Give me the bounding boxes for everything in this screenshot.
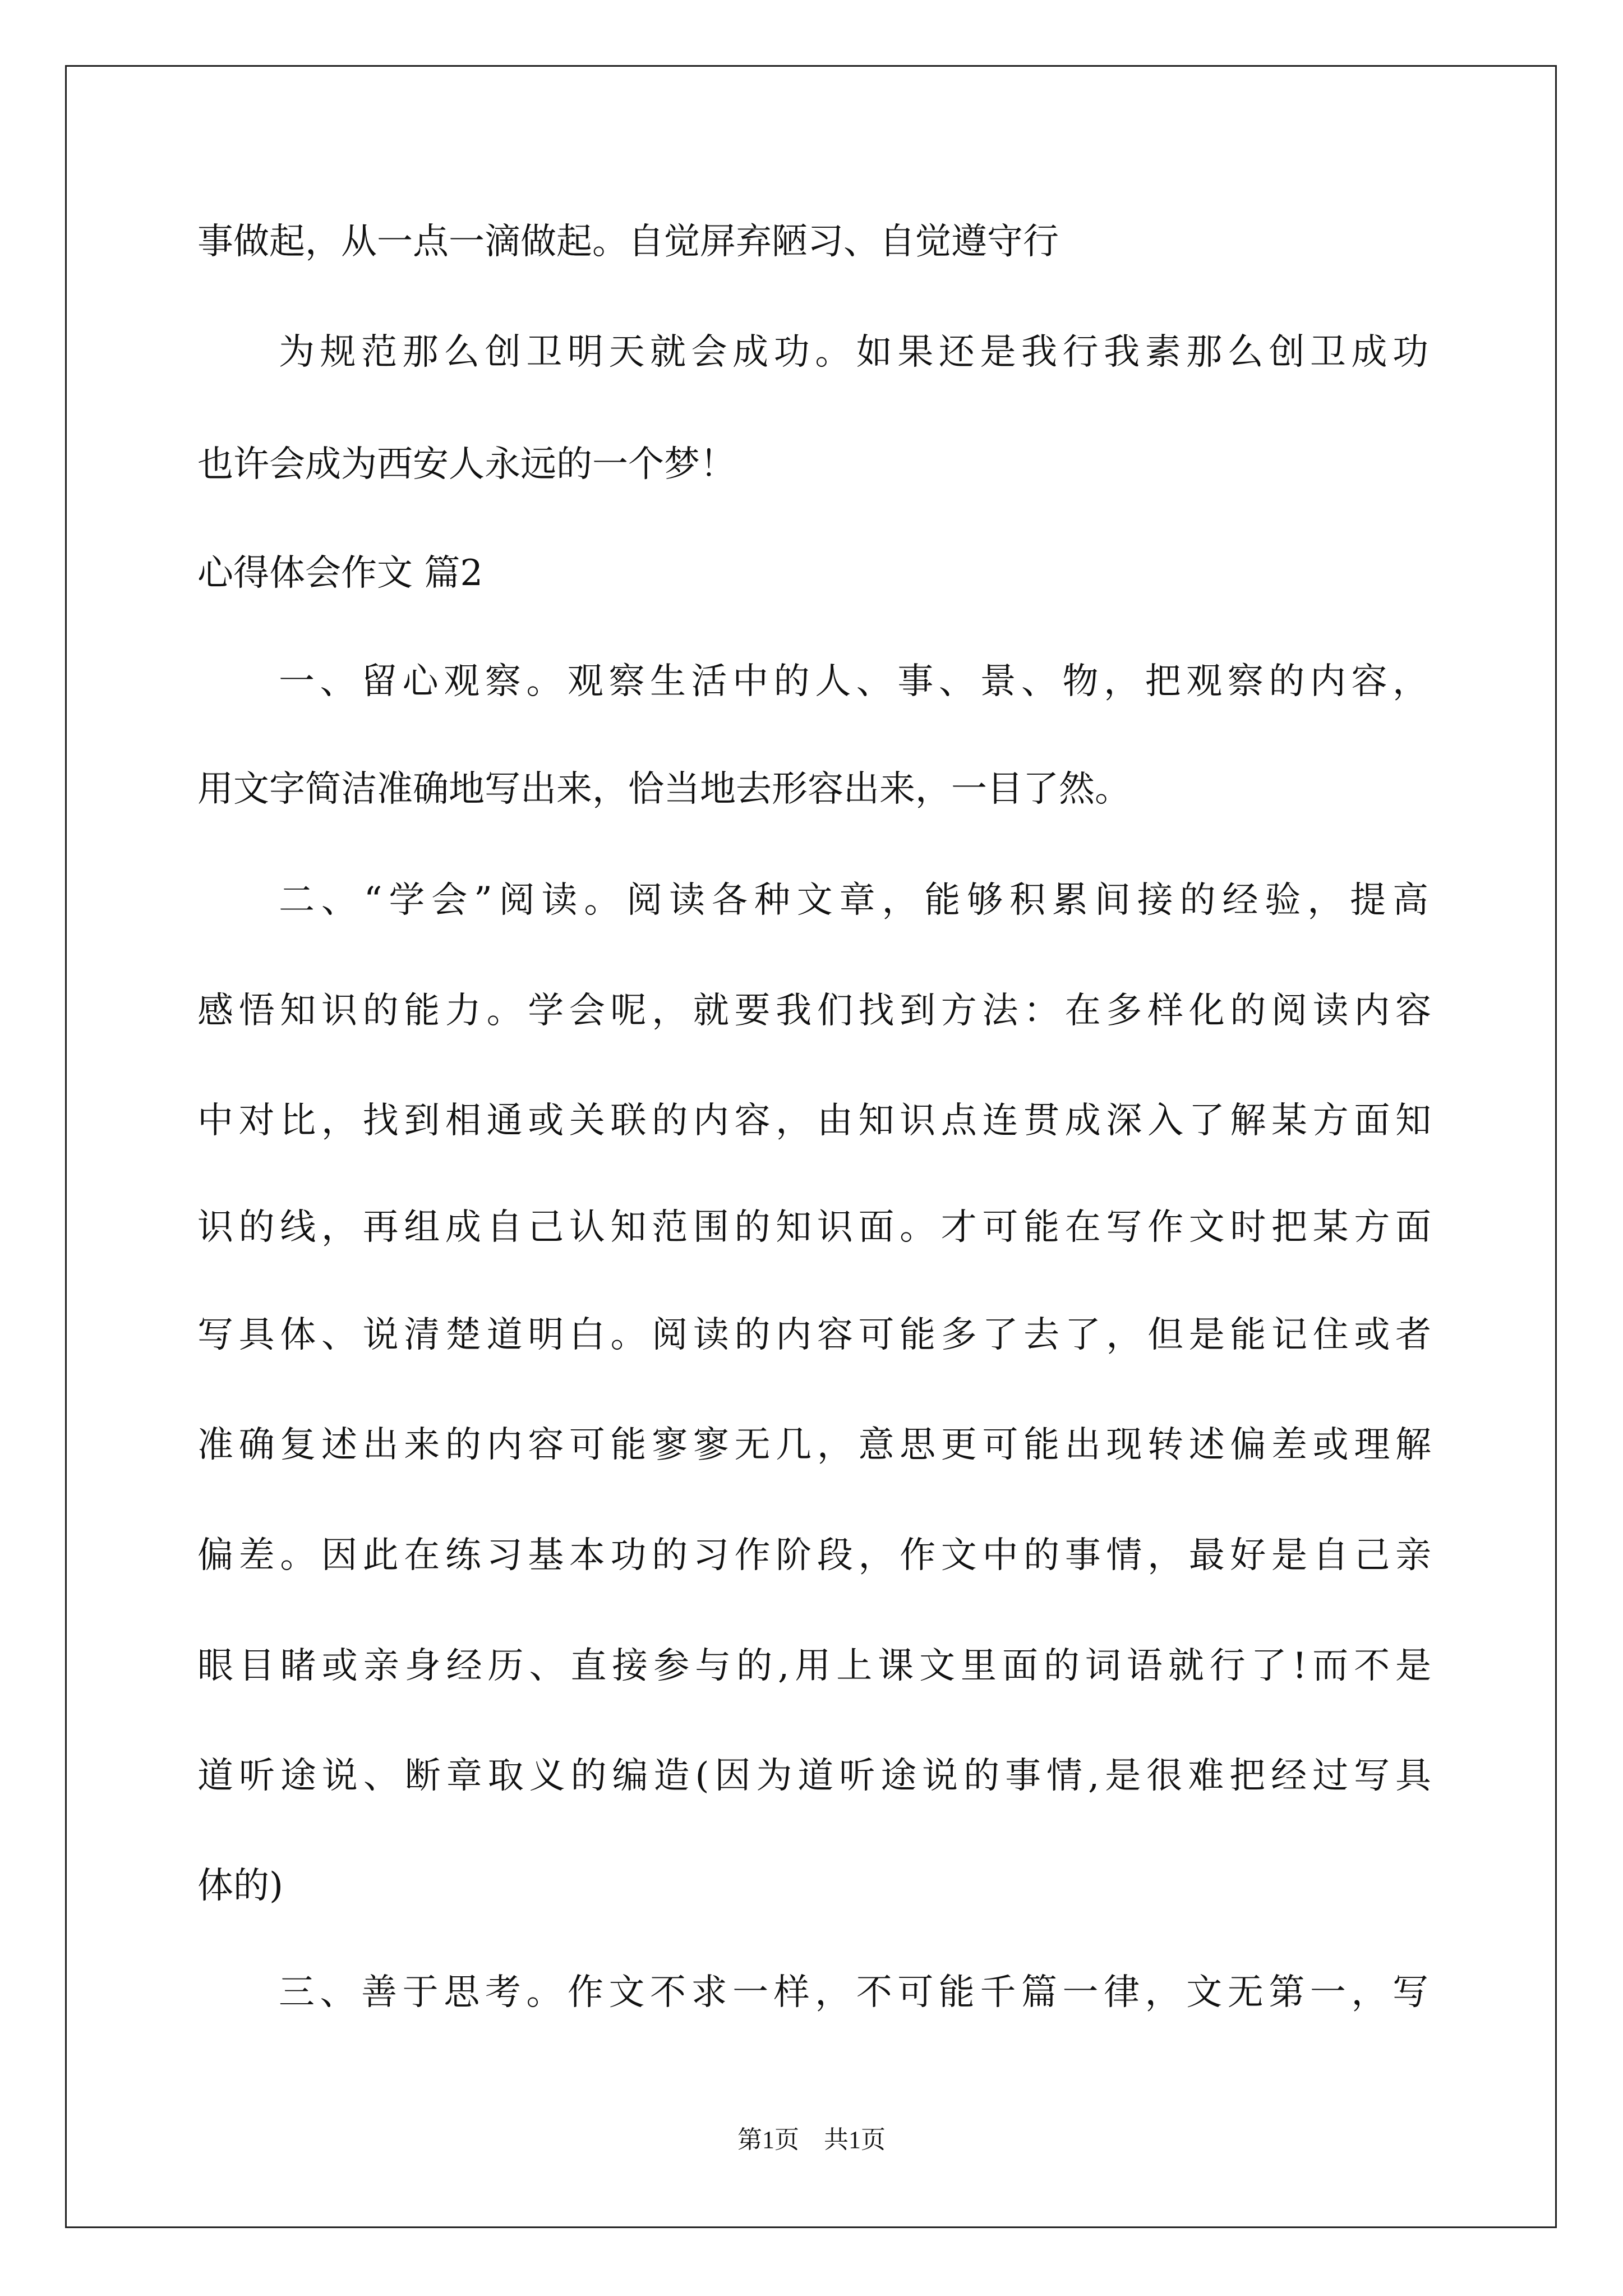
page-border xyxy=(65,65,1557,2228)
text-line-13: 偏差。因此在练习基本功的习作阶段，作文中的事情，最好是自己亲 xyxy=(197,1535,1437,1576)
text-line-14: 眼目睹或亲身经历、直接参与的,用上课文里面的词语就行了!而不是 xyxy=(197,1645,1437,1687)
text-line-16: 体的) xyxy=(197,1865,283,1907)
text-line-5: 一、留心观察。观察生活中的人、事、景、物，把观察的内容， xyxy=(279,661,1434,702)
text-line-12: 准确复述出来的内容可能寥寥无几，意思更可能出现转述偏差或理解 xyxy=(197,1424,1437,1466)
text-line-1: 事做起，从一点一滴做起。自觉屏弃陋习、自觉遵守行 xyxy=(197,221,1059,263)
text-line-11: 写具体、说清楚道明白。阅读的内容可能多了去了，但是能记住或者 xyxy=(197,1314,1437,1356)
section-heading: 心得体会作文 篇2 xyxy=(197,553,483,594)
text-line-17: 三、善于思考。作文不求一样，不可能千篇一律，文无第一，写 xyxy=(279,1972,1434,2013)
text-line-3: 也许会成为西安人永远的一个梦！ xyxy=(197,444,736,485)
text-line-6: 用文字简洁准确地写出来，恰当地去形容出来，一目了然。 xyxy=(197,769,1131,810)
text-line-8: 感悟知识的能力。学会呢，就要我们找到方法：在多样化的阅读内容 xyxy=(197,990,1437,1032)
page-footer: 第1页 共1页 xyxy=(737,2126,886,2154)
text-line-10: 识的线，再组成自己认知范围的知识面。才可能在写作文时把某方面 xyxy=(197,1207,1437,1248)
text-line-9: 中对比，找到相通或关联的内容，由知识点连贯成深入了解某方面知 xyxy=(197,1100,1437,1142)
text-line-15: 道听途说、断章取义的编造(因为道听途说的事情,是很难把经过写具 xyxy=(197,1755,1437,1797)
text-line-7: 二、“学会”阅读。阅读各种文章，能够积累间接的经验，提高 xyxy=(279,880,1435,921)
text-line-2: 为规范那么创卫明天就会成功。如果还是我行我素那么创卫成功 xyxy=(279,332,1434,373)
